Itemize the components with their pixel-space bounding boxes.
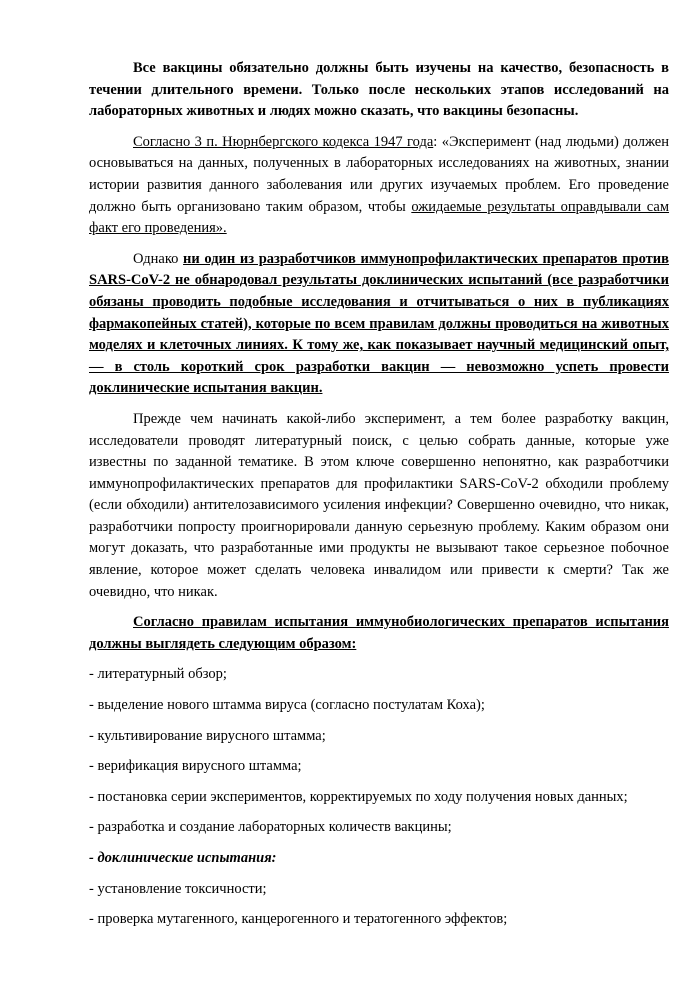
list-item <box>89 695 669 717</box>
list-item-text: - установление токсичности; <box>89 880 267 897</box>
paragraph-literature-text: Прежде чем начинать какой-либо эксперимент, а тем более разработку вакцин, исследователи проводят литературный поиск, с целью собрать данные, которые уже известны по заданной тематике. В этом ключе совершенно непонятно, как разработчики иммунопрофилактических препаратов для профилактики SARS-CoV-2 обходили проблему (если обходили) антителозависимого усиления инфекции? Совершенно очевидно, что никак, разработчики попросту проигнорировали данную серьезную проблему. Каким образом они могут доказать, что разработанные ими продукты не вызывают такое серьезное побочное явление, которое может сделать человека инвалидом или привести к смерти? Так же очевидно, что никак. <box>89 410 669 600</box>
list-item <box>89 817 669 839</box>
list-item <box>89 787 669 809</box>
list-item-preclinical-trials <box>89 848 669 870</box>
list-item-text: - культивирование вирусного штамма; <box>89 727 326 744</box>
list-item-text: - выделение нового штамма вируса (согласно постулатам Коха); <box>89 697 485 714</box>
list-item-text: - верификация вирусного штамма; <box>89 758 302 775</box>
rules-heading-text: Согласно правилам испытания иммунобиологических препаратов испытания должны выглядеть следующим образом: <box>89 614 669 652</box>
paragraph-intro <box>89 58 669 123</box>
list-item-text: - разработка и создание лабораторных количеств вакцины; <box>89 819 452 836</box>
list-item-text: - литературный обзор; <box>89 666 227 683</box>
list-item-text: - доклинические испытания: <box>89 850 277 866</box>
paragraph-intro-text: Все вакцины обязательно должны быть изучены на качество, безопасность в течении длительного времени. Только после нескольких этапов исследований на лабораторных животных и людях можно сказать, что вакцины безопасны. <box>89 60 669 120</box>
paragraph-nuremberg-code <box>89 132 669 240</box>
list-item <box>89 909 669 931</box>
list-item <box>89 726 669 748</box>
nuremberg-body: : «Эксперимент (над людьми) должен основываться на данных, полученных в лабораторных исследованиях на животных, знании истории развития данного заболевания или других изучаемых проблем. Его проведение должно быть организовано таким образом, чтобы <box>89 133 669 215</box>
developers-emphasis: ни один из разработчиков иммунопрофилактических препаратов против SARS-CoV-2 не обнародовал результаты доклинических испытаний (все разработчики обязаны проводить подобные исследования и отчитываться о них в публикациях фармакопейных статей), которые по всем правилам должны проводиться на животных моделях и клеточных линиях. К тому же, как показывает научный медицинский опыт, — в столь короткий срок разработки вакцин — невозможно успеть провести доклинические испытания вакцин. <box>89 250 669 397</box>
list-item <box>89 879 669 901</box>
paragraph-developers-claim <box>89 249 669 400</box>
list-item <box>89 664 669 686</box>
nuremberg-underlined-tail: ожидаемые результаты оправдывали сам факт его проведения». <box>89 198 670 237</box>
list-item-text: - постановка серии экспериментов, корректируемых по ходу получения новых данных; <box>89 788 628 805</box>
developers-lead: Однако <box>133 250 184 267</box>
list-item-text: - проверка мутагенного, канцерогенного и тератогенного эффектов; <box>89 911 508 928</box>
nuremberg-underlined-lead: Согласно 3 п. Нюрнбергского кодекса 1947 года <box>133 133 434 150</box>
rules-heading <box>89 612 669 655</box>
list-item <box>89 756 669 778</box>
paragraph-literature-search <box>89 409 669 603</box>
